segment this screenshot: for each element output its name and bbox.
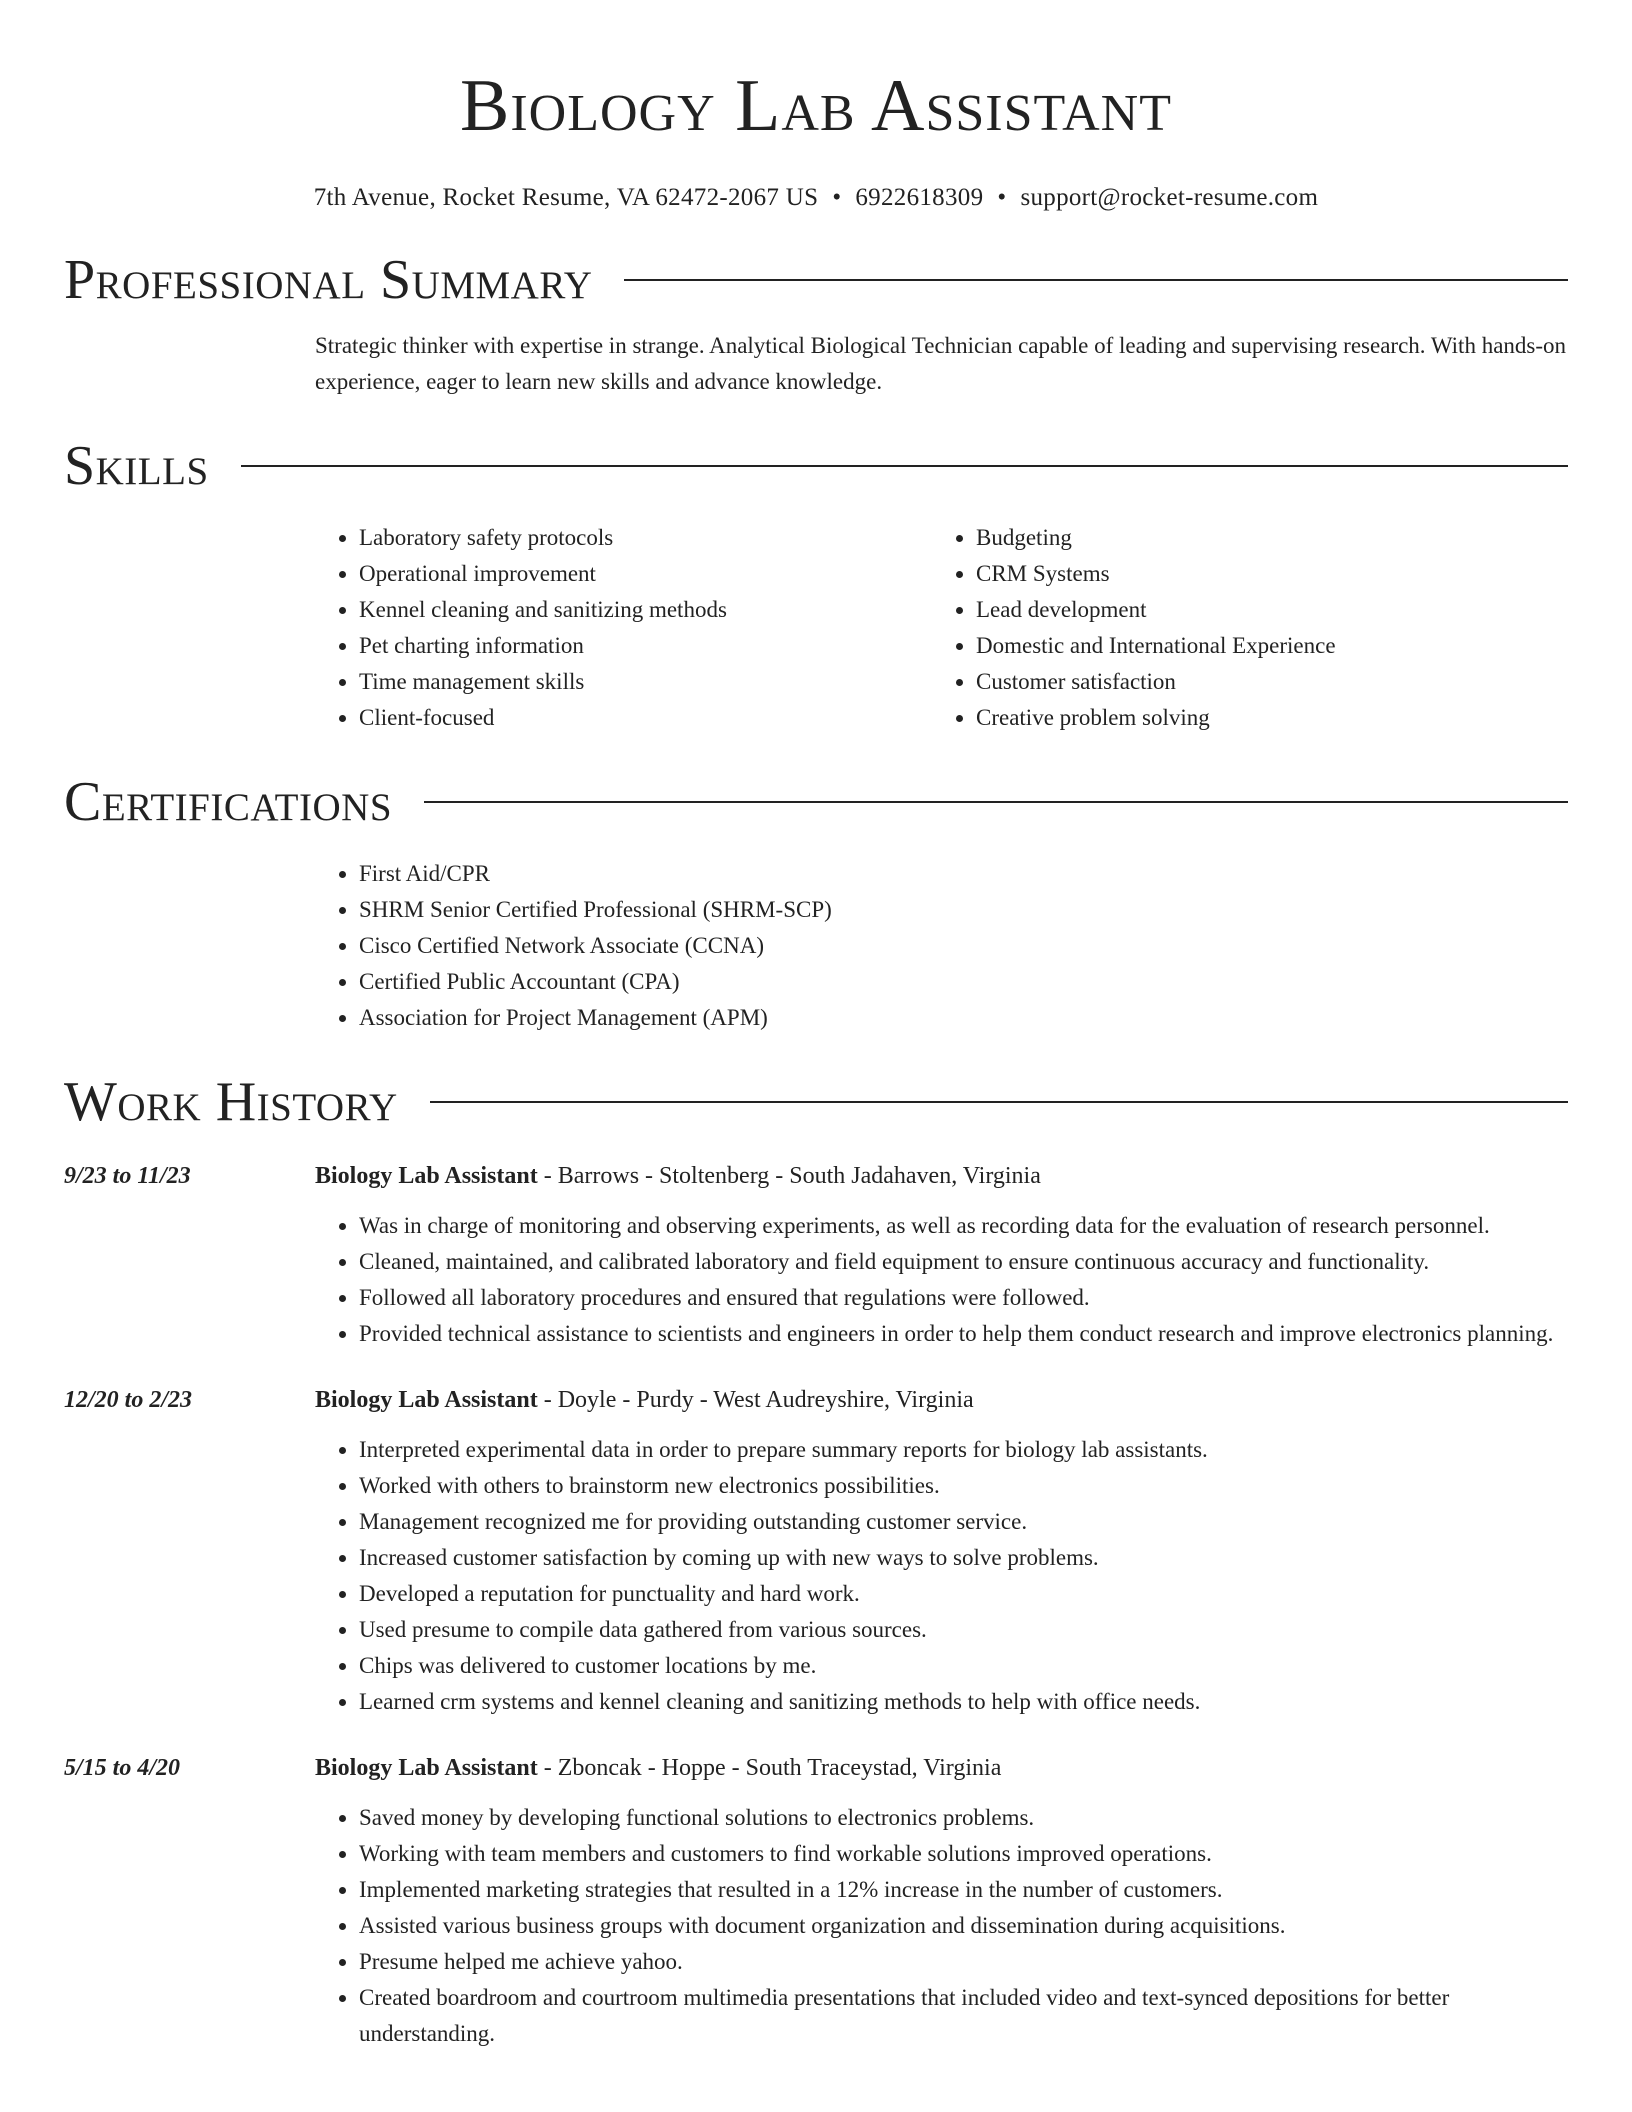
section-rule bbox=[424, 801, 1568, 803]
certifications-block bbox=[315, 856, 1568, 1036]
skill-item: • Customer satisfaction bbox=[976, 664, 1568, 700]
job-bullet: • Worked with others to brainstorm new electronics possibilities. bbox=[359, 1468, 1568, 1504]
job-bullet: • Created boardroom and courtroom multimedia presentations that included video and text-synced depositions for better understanding. bbox=[359, 1980, 1568, 2052]
job-bullet: • Developed a reputation for punctuality and hard work. bbox=[359, 1576, 1568, 1612]
job-company: - Barrows - Stoltenberg - South Jadahaven, Virginia bbox=[537, 1163, 1041, 1189]
job-title: Biology Lab Assistant bbox=[315, 1387, 538, 1413]
skill-item: • Laboratory safety protocols bbox=[359, 520, 932, 556]
contact-separator: • bbox=[997, 184, 1007, 211]
job-title: Biology Lab Assistant bbox=[315, 1163, 538, 1189]
job-title: Biology Lab Assistant bbox=[315, 1755, 538, 1781]
certifications-section-header bbox=[64, 766, 1568, 838]
skills-section-header bbox=[64, 430, 1568, 502]
section-heading: Skills bbox=[64, 435, 209, 497]
section-heading: Certifications bbox=[64, 771, 393, 833]
skill-item: • Pet charting information bbox=[359, 628, 932, 664]
section-heading: Professional Summary bbox=[64, 249, 593, 311]
job-dates: 9/23 to 11/23 bbox=[64, 1163, 191, 1189]
job-bullet: • Assisted various business groups with document organization and dissemination during acquisitions. bbox=[359, 1908, 1568, 1944]
resume-title: Biology Lab Assistant bbox=[460, 65, 1172, 147]
job-dates: 12/20 to 2/23 bbox=[64, 1387, 193, 1413]
section-rule bbox=[624, 279, 1568, 281]
skill-item: • Domestic and International Experience bbox=[976, 628, 1568, 664]
contact-email: support@rocket-resume.com bbox=[1020, 184, 1319, 211]
certification-item: • Certified Public Accountant (CPA) bbox=[359, 964, 1568, 1000]
skills-grid bbox=[315, 520, 1568, 736]
job-bullet: • Followed all laboratory procedures and ensured that regulations were followed. bbox=[359, 1280, 1568, 1316]
job-bullet: • Interpreted experimental data in order to prepare summary reports for biology lab assistants. bbox=[359, 1432, 1568, 1468]
skill-item: • Kennel cleaning and sanitizing methods bbox=[359, 592, 932, 628]
certification-item: • Cisco Certified Network Associate (CCNA) bbox=[359, 928, 1568, 964]
work-section-header bbox=[64, 1066, 1568, 1138]
job-bullet: • Implemented marketing strategies that resulted in a 12% increase in the number of customers. bbox=[359, 1872, 1568, 1908]
summary-text: Strategic thinker with expertise in strange. Analytical Biological Technician capable of leading and supervising research. With hands-on experience, eager to learn new skills and advance knowledge. bbox=[315, 333, 1567, 394]
contact-line bbox=[64, 182, 1568, 214]
job-dates: 5/15 to 4/20 bbox=[64, 1755, 181, 1781]
job-company: - Zboncak - Hoppe - South Traceystad, Virginia bbox=[537, 1755, 1002, 1781]
job-entry bbox=[64, 1750, 1568, 2052]
skill-item: • CRM Systems bbox=[976, 556, 1568, 592]
job-bullets bbox=[315, 1432, 1568, 1720]
job-body bbox=[315, 1382, 1568, 1720]
skill-item: • Operational improvement bbox=[359, 556, 932, 592]
job-heading bbox=[315, 1382, 1568, 1418]
job-heading bbox=[315, 1750, 1568, 1786]
skill-item: • Client-focused bbox=[359, 700, 932, 736]
job-bullets bbox=[315, 1800, 1568, 2052]
job-bullet: • Cleaned, maintained, and calibrated laboratory and field equipment to ensure continuous accuracy and functionality. bbox=[359, 1244, 1568, 1280]
job-body bbox=[315, 1750, 1568, 2052]
section-heading: Work History bbox=[64, 1071, 398, 1133]
section-rule bbox=[430, 1101, 1568, 1103]
contact-phone: 6922618309 bbox=[855, 184, 984, 211]
job-bullet: • Was in charge of monitoring and observing experiments, as well as recording data for the evaluation of research personnel. bbox=[359, 1208, 1568, 1244]
job-entry bbox=[64, 1382, 1568, 1720]
job-bullet: • Presume helped me achieve yahoo. bbox=[359, 1944, 1568, 1980]
skills-list-left bbox=[315, 520, 932, 736]
job-bullet: • Used presume to compile data gathered from various sources. bbox=[359, 1612, 1568, 1648]
contact-address: 7th Avenue, Rocket Resume, VA 62472-2067 US bbox=[313, 184, 819, 211]
job-bullet: • Increased customer satisfaction by coming up with new ways to solve problems. bbox=[359, 1540, 1568, 1576]
job-bullets bbox=[315, 1208, 1568, 1352]
certification-item: • SHRM Senior Certified Professional (SHRM-SCP) bbox=[359, 892, 1568, 928]
certification-item: • First Aid/CPR bbox=[359, 856, 1568, 892]
job-bullet: • Provided technical assistance to scientists and engineers in order to help them conduct research and improve electronics planning. bbox=[359, 1316, 1568, 1352]
skills-list-right bbox=[932, 520, 1568, 736]
skill-item: • Lead development bbox=[976, 592, 1568, 628]
job-bullet: • Saved money by developing functional solutions to electronics problems. bbox=[359, 1800, 1568, 1836]
skill-item: • Creative problem solving bbox=[976, 700, 1568, 736]
section-rule bbox=[241, 465, 1568, 467]
job-bullet: • Chips was delivered to customer locations by me. bbox=[359, 1648, 1568, 1684]
job-body bbox=[315, 1158, 1568, 1352]
contact-separator: • bbox=[832, 184, 842, 211]
certification-item: • Association for Project Management (APM) bbox=[359, 1000, 1568, 1036]
summary-section-header bbox=[64, 244, 1568, 316]
job-entry bbox=[64, 1158, 1568, 1352]
skill-item: • Time management skills bbox=[359, 664, 932, 700]
job-company: - Doyle - Purdy - West Audreyshire, Virginia bbox=[537, 1387, 974, 1413]
job-heading bbox=[315, 1158, 1568, 1194]
job-bullet: • Management recognized me for providing outstanding customer service. bbox=[359, 1504, 1568, 1540]
job-bullet: • Learned crm systems and kennel cleaning and sanitizing methods to help with office needs. bbox=[359, 1684, 1568, 1720]
skill-item: • Budgeting bbox=[976, 520, 1568, 556]
certifications-list bbox=[315, 856, 1568, 1036]
job-bullet: • Working with team members and customers to find workable solutions improved operations. bbox=[359, 1836, 1568, 1872]
